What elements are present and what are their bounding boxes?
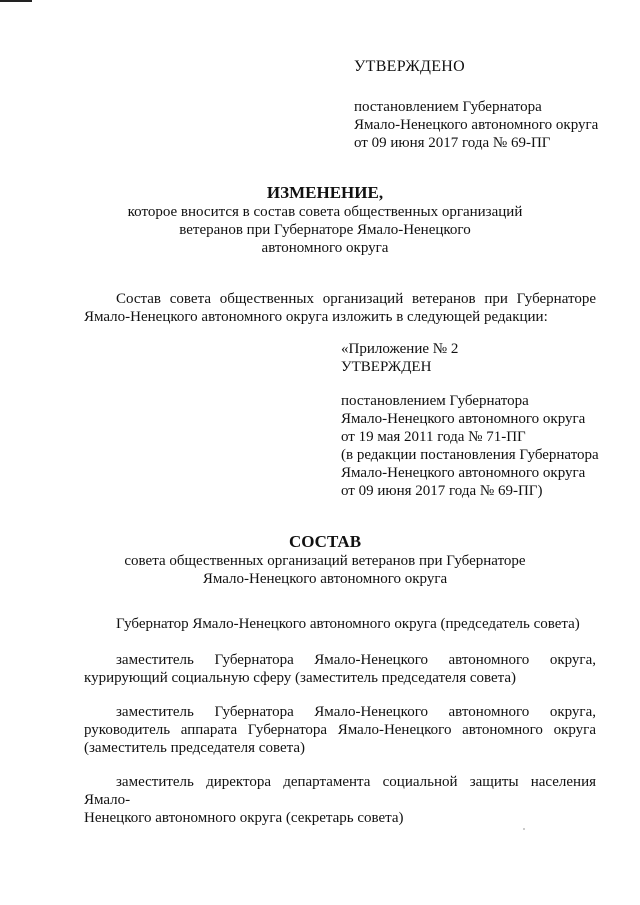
composition-heading — [70, 532, 580, 588]
approval-line: постановлением Губернатора — [354, 99, 542, 115]
appendix-line: Ямало-Ненецкого автономного округа — [341, 465, 586, 481]
member-rest: Ненецкого автономного округа (секретарь совета) — [84, 810, 404, 826]
change-subtitle-line: ветеранов при Губернаторе Ямало-Ненецкого — [179, 222, 471, 238]
intro-rest: Ямало-Ненецкого автономного округа изложить в следующей редакции: — [84, 309, 548, 325]
member-item — [84, 651, 596, 687]
appendix-line: УТВЕРЖДЕН — [341, 359, 432, 375]
scan-speck — [523, 828, 525, 830]
top-edge-mark — [0, 0, 32, 2]
composition-subtitle-line: Ямало-Ненецкого автономного округа — [202, 571, 448, 587]
member-first-line: заместитель Губернатора Ямало-Ненецкого автономного округа, — [116, 704, 596, 720]
change-title: ИЗМЕНЕНИЕ, — [266, 183, 384, 202]
change-subtitle-line: автономного округа — [261, 240, 389, 256]
composition-title: СОСТАВ — [288, 532, 362, 551]
change-subtitle-line: которое вносится в состав совета общественных организаций — [127, 204, 523, 220]
approval-title: УТВЕРЖДЕНО — [354, 58, 466, 75]
member-governor: Губернатор Ямало-Ненецкого автономного округа (председатель совета) — [116, 616, 580, 632]
member-rest: курирующий социальную сферу (заместитель председателя совета) — [84, 670, 517, 686]
approval-line: Ямало-Ненецкого автономного округа — [354, 117, 599, 133]
appendix-line: Ямало-Ненецкого автономного округа — [341, 411, 586, 427]
appendix-line: от 09 июня 2017 года № 69-ПГ) — [341, 483, 543, 499]
change-heading — [70, 183, 580, 257]
approval-line: от 09 июня 2017 года № 69-ПГ — [354, 135, 551, 151]
member-rest: руководитель аппарата Губернатора Ямало-Ненецкого автономного округа (заместитель председателя совета) — [84, 722, 596, 756]
member-first-line: заместитель директора департамента социальной защиты населения Ямало- — [84, 774, 596, 808]
appendix-line: от 19 мая 2011 года № 71-ПГ — [341, 429, 526, 445]
appendix-line: «Приложение № 2 — [341, 341, 459, 357]
composition-subtitle-line: совета общественных организаций ветеранов при Губернаторе — [124, 553, 526, 569]
intro-first-line: Состав совета общественных организаций ветеранов при Губернаторе — [116, 291, 596, 307]
appendix-line: постановлением Губернатора — [341, 393, 529, 409]
member-item — [84, 773, 596, 827]
appendix-line: (в редакции постановления Губернатора — [341, 447, 599, 463]
member-first-line: заместитель Губернатора Ямало-Ненецкого автономного округа, — [116, 652, 596, 668]
intro-paragraph — [84, 290, 596, 326]
appendix-stamp — [341, 340, 631, 500]
approval-block — [354, 58, 634, 152]
member-item — [84, 703, 596, 757]
